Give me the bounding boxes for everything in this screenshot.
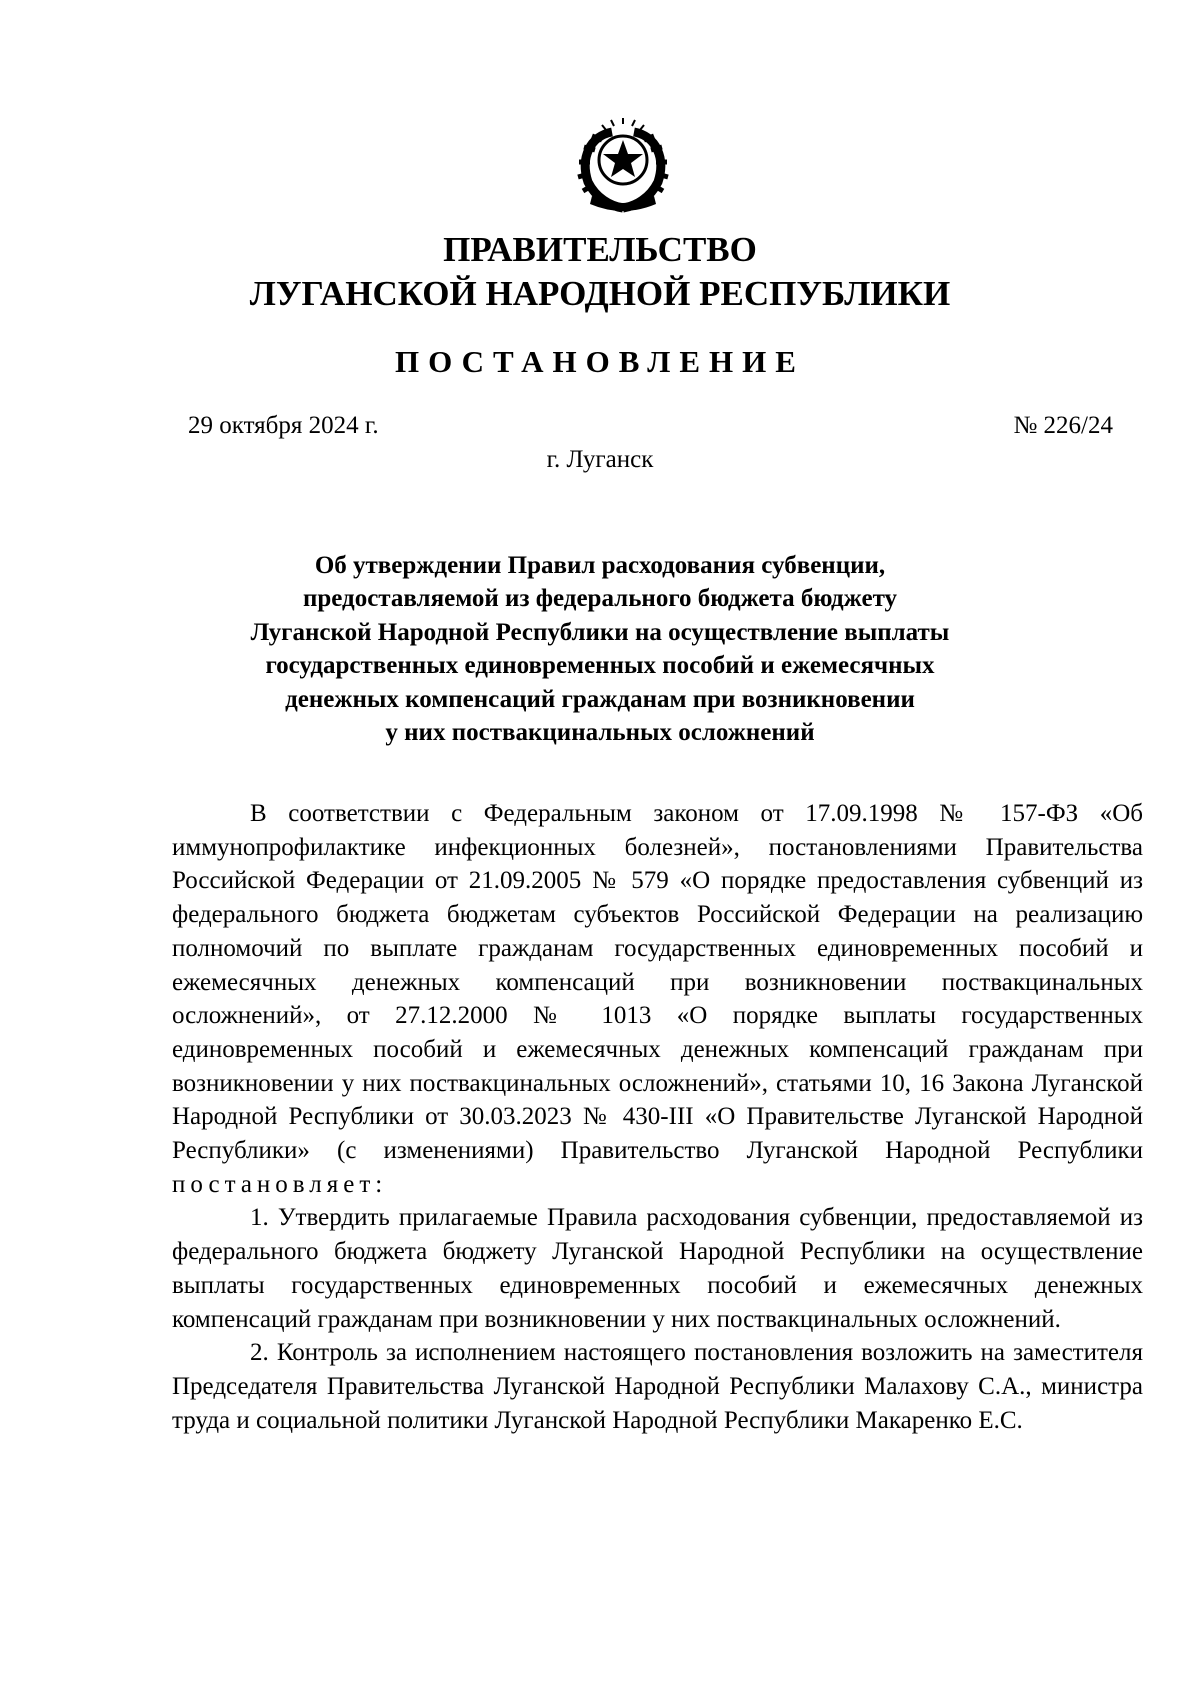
subject-line: у них поствакцинальных осложнений — [385, 719, 815, 747]
preamble-text: В соответствии с Федеральным законом от 17.09.1998 № 157-ФЗ «Об иммунопрофилактике инфекционных болезней», постановлениями Правительства Российской Федерации от 21.09.2005 № 579 «О порядке предоставления субвенций из федерального бюджета бюджетам субъектов Российской Федерации на реализацию полномочий по выплате гражданам государственных единовременных пособий и ежемесячных денежных компенсаций при возникновении поствакцинальных осложнений», от 27.12.2000 № 1013 «О порядке выплаты государственных единовременных пособий и ежемесячных денежных компенсаций гражданам при возникновении у них поствакцинальных осложнений», статьями 10, 16 Закона Луганской Народной Республики от 30.03.2023 № 430-III «О Правительстве Луганской Народной Республики» (с изменениями) Правительство Луганской Народной Республики — [172, 800, 1143, 1165]
government-title — [0, 228, 1200, 316]
government-title-line1: ПРАВИТЕЛЬСТВО — [443, 230, 757, 269]
subject-line: Об утверждении Правил расходования субвенции, — [314, 552, 886, 579]
document-type: ПОСТАНОВЛЕНИЕ — [395, 344, 805, 379]
subject-line: денежных компенсаций гражданам при возникновении — [285, 685, 915, 713]
document-date: 29 октября 2024 г. — [188, 412, 379, 439]
lnr-coat-of-arms-icon — [568, 118, 678, 218]
government-title-line2: ЛУГАНСКОЙ НАРОДНОЙ РЕСПУБЛИКИ — [249, 274, 951, 313]
decree-word: постановляет: — [172, 1170, 388, 1198]
subject-line: Луганской Народной Республики на осуществление выплаты — [250, 618, 950, 646]
document-body — [172, 797, 1143, 1437]
document-number: № 226/24 — [1013, 412, 1113, 439]
subject-line: государственных единовременных пособий и ежемесячных — [265, 652, 935, 680]
decree-item-2: 2. Контроль за исполнением настоящего постановления возложить на заместителя Председателя Правительства Луганской Народной Республики Малахову С.А., министра труда и социальной политики Луганской Народной Республики Макаренко Е.С. — [172, 1339, 1143, 1434]
preamble-paragraph — [172, 797, 1143, 1201]
document-subject — [200, 549, 1000, 749]
document-city: г. Луганск — [546, 446, 654, 473]
decree-item-1: 1. Утвердить прилагаемые Правила расходования субвенции, предоставляемой из федерального бюджета бюджету Луганской Народной Республики на осуществление выплаты государственных единовременных пособий и ежемесячных денежных компенсаций гражданам при возникновении у них поствакцинальных осложнений. — [172, 1204, 1143, 1333]
subject-line: предоставляемой из федерального бюджета бюджету — [302, 585, 898, 613]
